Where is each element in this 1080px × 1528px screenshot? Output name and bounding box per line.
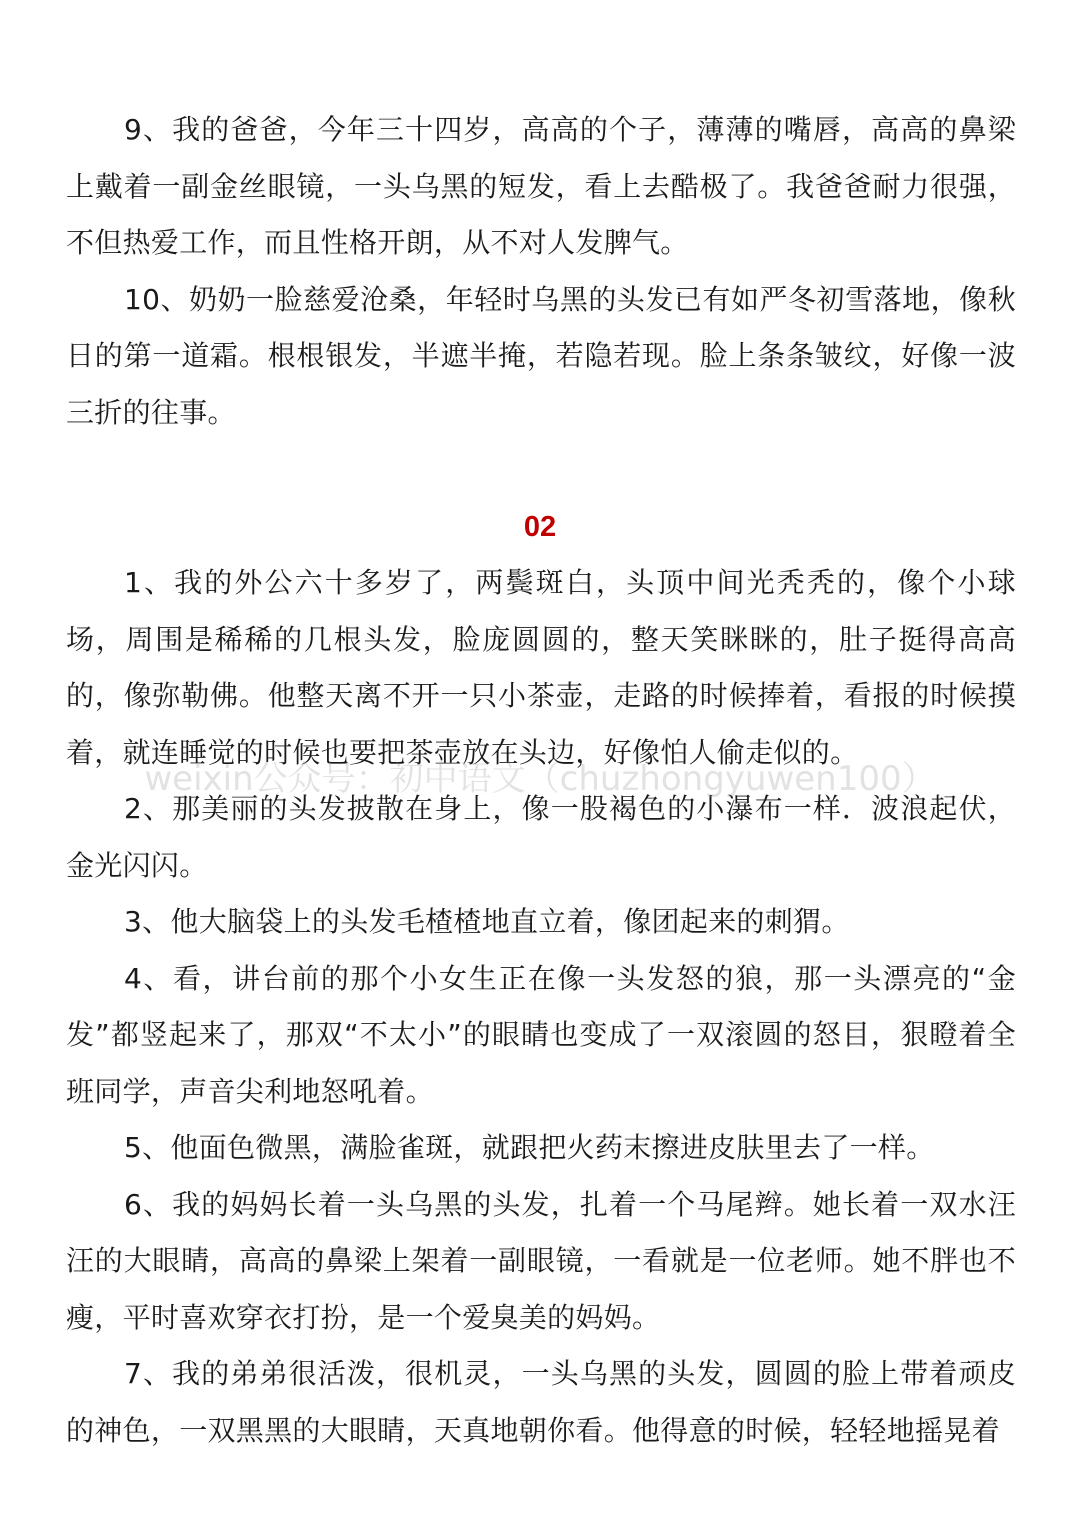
bottom-section bbox=[66, 555, 1016, 1459]
paragraph-7: 7、我的弟弟很活泼，很机灵，一头乌黑的头发，圆圆的脸上带着顽皮的神色，一双黑黑的大眼睛，天真地朝你看。他得意的时候，轻轻地摇晃着 bbox=[66, 1357, 1016, 1447]
paragraph-6: 6、我的妈妈长着一头乌黑的头发，扎着一个马尾辫。她长着一双水汪汪的大眼睛，高高的鼻梁上架着一副眼镜，一看就是一位老师。她不胖也不瘦，平时喜欢穿衣打扮，是一个爱臭美的妈妈。 bbox=[66, 1187, 1016, 1334]
paragraph-5: 5、他面色微黑，满脸雀斑，就跟把火药末擦进皮肤里去了一样。 bbox=[124, 1131, 935, 1164]
paragraph-1: 1、我的外公六十多岁了，两鬓斑白，头顶中间光秃秃的，像个小球场，周围是稀稀的几根头发，脸庞圆圆的，整天笑眯眯的，肚子挺得高高的，像弥勒佛。他整天离不开一只小茶壶，走路的时候捧着，看报的时候摸着，就连睡觉的时候也要把茶壶放在头边，好像怕人偷走似的。 bbox=[66, 566, 1016, 769]
paragraph-9: 9、我的爸爸，今年三十四岁，高高的个子，薄薄的嘴唇，高高的鼻梁上戴着一副金丝眼镜，一头乌黑的短发，看上去酷极了。我爸爸耐力很强，不但热爱工作，而且性格开朗，从不对人发脾气。 bbox=[66, 113, 1016, 259]
paragraph-10: 10、奶奶一脸慈爱沧桑，年轻时乌黑的头发已有如严冬初雪落地，像秋日的第一道霜。根根银发，半遮半掩，若隐若现。脸上条条皱纹，好像一波三折的往事。 bbox=[66, 282, 1016, 429]
paragraph-3: 3、他大脑袋上的头发毛楂楂地直立着，像团起来的刺猬。 bbox=[124, 905, 850, 938]
top-section bbox=[66, 102, 1016, 441]
paragraph-4: 4、看，讲台前的那个小女生正在像一头发怒的狼，那一头漂亮的“金发”都竖起来了，那双“不太小”的眼睛也变成了一双滚圆的怒目，狠瞪着全班同学，声音尖利地怒吼着。 bbox=[66, 961, 1016, 1108]
watermark: weixin公众号：初中语文（chuzhongyuwen100） bbox=[144, 759, 936, 799]
paragraph-2: 2、那美丽的头发披散在身上，像一股褐色的小瀑布一样．波浪起伏，金光闪闪。 bbox=[66, 792, 1016, 882]
section-heading: 02 bbox=[523, 511, 557, 543]
